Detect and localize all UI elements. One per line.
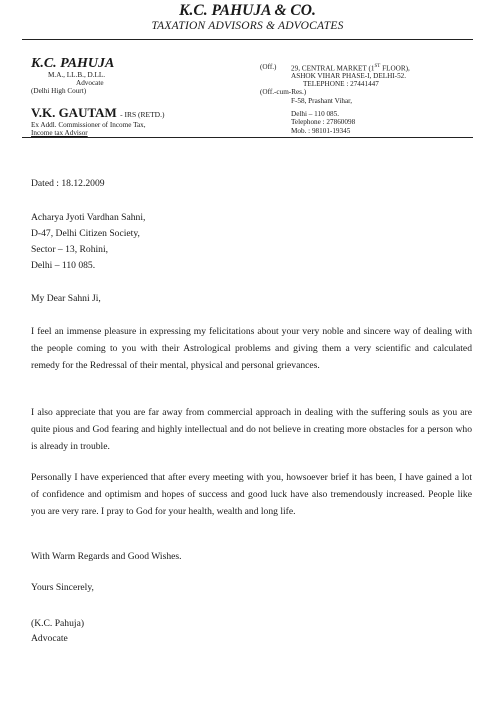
closing-line: Yours Sincerely,: [31, 582, 94, 593]
residence-mobile: Mob. : 98101-19345: [291, 127, 351, 135]
regards-line: With Warm Regards and Good Wishes.: [31, 551, 182, 562]
body-paragraph-1: I feel an immense pleasure in expressing my felicitations about your very noble and sincere way of dealing with the people coming to you with their Astrological problems and giving them a very scientific and calculated remedy for the Redressal of their mental, physical and personal grievances.: [31, 326, 472, 371]
partner2-suffix: - IRS (RETD.): [120, 110, 165, 119]
recipient-line: Sector – 13, Rohini,: [31, 244, 109, 255]
body-paragraph-3: Personally I have experienced that after every meeting with you, howsoever brief it has been, I have gained a lot of confidence and optimism and hopes of success and good luck have also tremendously increased. People like you are very rare. I pray to God for your health, wealth and long life.: [31, 472, 472, 517]
partner2-line2: Income tax Advisor: [31, 129, 88, 137]
residence-address-line1: F-58, Prashant Vihar,: [291, 97, 353, 105]
partner1-name: K.C. PAHUJA: [31, 56, 115, 71]
residence-label: (Off.-cum-Res.): [260, 88, 307, 96]
firm-name: K.C. PAHUJA & CO.: [179, 2, 316, 19]
partner2-name-text: V.K. GAUTAM: [31, 105, 117, 120]
body-paragraph-2: I also appreciate that you are far away from commercial approach in dealing with the suffering souls as you are quite pious and God fearing and highly intellectual and do not believe in creating more obstacles for a person who is already in trouble.: [31, 407, 472, 452]
partner1-title: Advocate: [76, 79, 104, 87]
header-divider-top: [22, 39, 473, 40]
partner2-line1: Ex Addl. Commissioner of Income Tax,: [31, 121, 146, 129]
firm-tagline: TAXATION ADVISORS & ADVOCATES: [151, 20, 344, 32]
office-address-line1-text: 29, CENTRAL MARKET (1: [291, 64, 375, 73]
residence-phone: Telephone : 27860098: [291, 118, 356, 126]
letter-date: Dated : 18.12.2009: [31, 178, 105, 189]
office-address-line1: [291, 63, 410, 72]
office-address-line1-end: FLOOR),: [380, 64, 410, 73]
recipient-line: Acharya Jyoti Vardhan Sahni,: [31, 212, 146, 223]
recipient-line: Delhi – 110 085.: [31, 260, 96, 271]
office-phone: TELEPHONE : 27441447: [303, 80, 379, 88]
header-divider-bottom: [22, 137, 473, 138]
office-address-line2: ASHOK VIHAR PHASE-I, DELHI-52.: [291, 72, 407, 80]
partner2-name: [31, 105, 164, 121]
signature-name: (K.C. Pahuja): [31, 618, 85, 629]
signature-title: Advocate: [31, 633, 68, 644]
partner1-court: (Delhi High Court): [31, 87, 87, 95]
recipient-line: D-47, Delhi Citizen Society,: [31, 228, 140, 239]
residence-address-line2: Delhi – 110 085.: [291, 110, 340, 118]
office-address-sup: ST: [374, 64, 381, 69]
salutation: My Dear Sahni Ji,: [31, 293, 101, 304]
office-label: (Off.): [260, 63, 277, 71]
partner1-qualifications: M.A., LL.B., D.LL.: [48, 71, 106, 79]
